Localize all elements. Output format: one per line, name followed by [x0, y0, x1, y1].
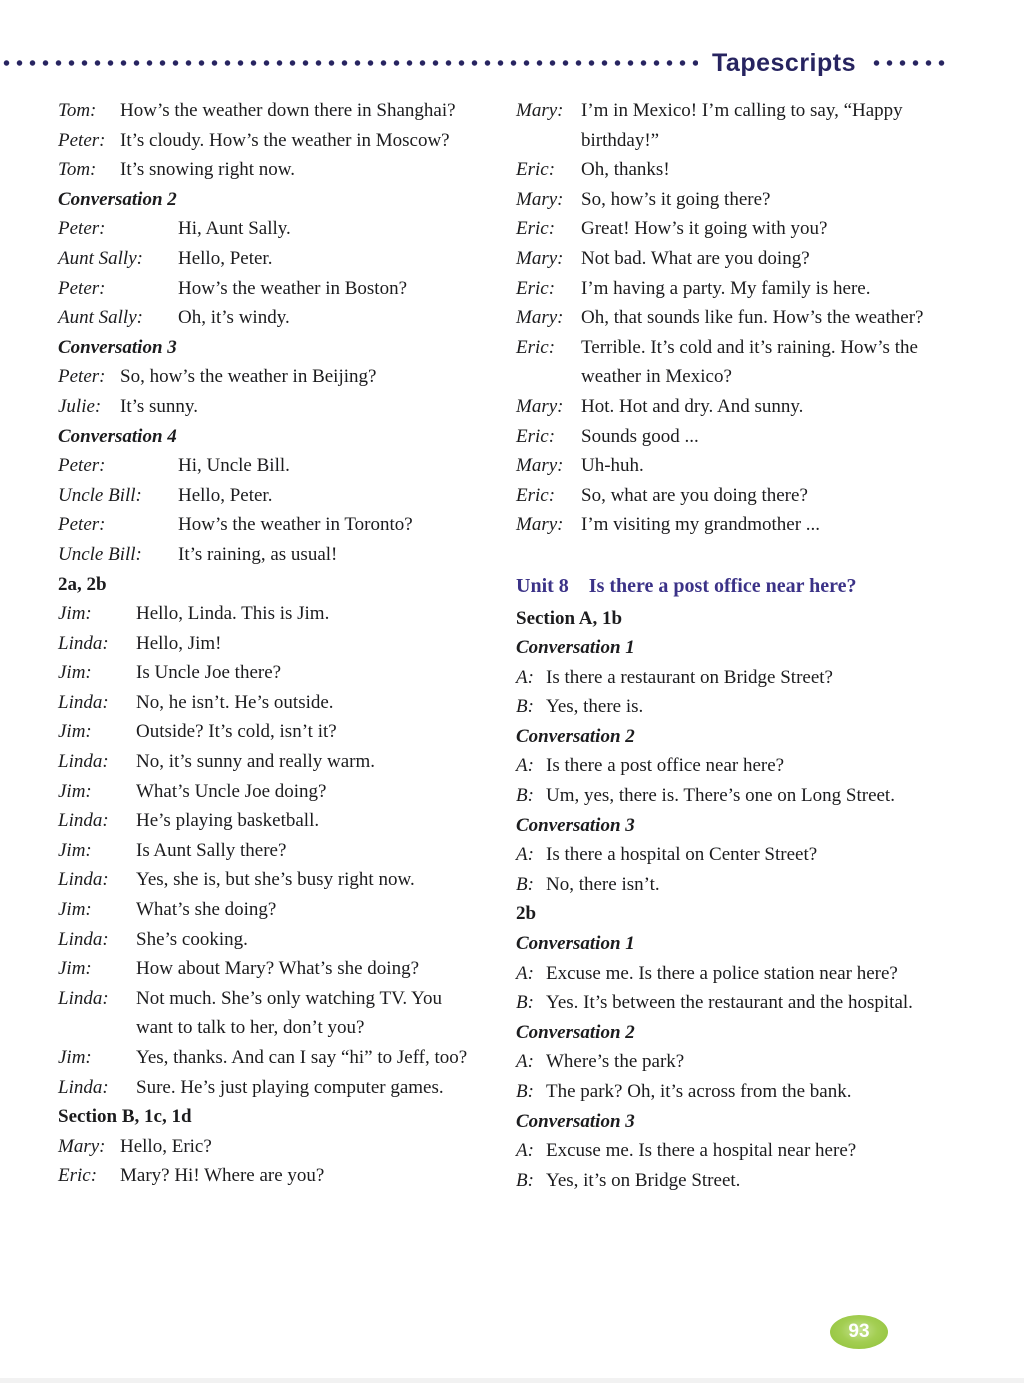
speaker-label: Jim: — [58, 899, 92, 921]
speaker-label: A: — [516, 1140, 534, 1162]
speaker-label: A: — [516, 844, 534, 866]
dialogue-line — [516, 155, 948, 185]
dialogue-line — [516, 392, 948, 422]
dialogue-line — [516, 1077, 948, 1107]
dialogue-line — [58, 510, 482, 540]
speaker-label: Tom: — [58, 159, 97, 181]
speaker-label: Eric: — [516, 277, 556, 299]
dialogue-line — [516, 244, 948, 274]
dialogue-line — [58, 954, 482, 984]
speaker-label: Jim: — [58, 603, 92, 625]
unit-title: Is there a post office near here? — [588, 574, 857, 597]
speaker-label: Tom: — [58, 100, 97, 121]
conversation-heading: Conversation 1 — [516, 637, 635, 659]
dialogue-line — [516, 988, 948, 1018]
speaker-label: Linda: — [58, 1076, 109, 1098]
dialogue-line — [516, 214, 948, 244]
speaker-label: Mary: — [516, 188, 564, 210]
section-heading: 2b — [516, 903, 537, 925]
dialogue-text: Uh-huh. — [581, 455, 644, 477]
dialogue-text: Is there a post office near here? — [546, 755, 785, 777]
speaker-label: Peter: — [58, 277, 106, 299]
speaker-label: Peter: — [58, 514, 106, 536]
speaker-label: Linda: — [58, 810, 109, 832]
dialogue-text: Um, yes, there is. There’s one on Long Street. — [546, 785, 895, 807]
speaker-label: Peter: — [58, 455, 106, 477]
scan-edge-artifact — [0, 1378, 1024, 1383]
speaker-label: Eric: — [58, 1165, 98, 1187]
dialogue-text: Hello, Jim! — [136, 632, 222, 654]
speaker-label: Aunt Sally: — [58, 307, 143, 329]
dialogue-text: Hi, Uncle Bill. — [178, 455, 290, 477]
speaker-label: B: — [516, 1081, 534, 1102]
speaker-label: Peter: — [58, 218, 106, 240]
dialogue-text: Mary? Hi! Where are you? — [120, 1165, 325, 1187]
dialogue-line — [58, 925, 482, 955]
dialogue-line — [516, 1166, 948, 1196]
conversation-heading: Conversation 2 — [516, 1021, 635, 1043]
dialogue-line — [58, 392, 482, 422]
dialogue-text: No, it’s sunny and really warm. — [136, 751, 376, 773]
section-heading: Section A, 1b — [516, 607, 623, 629]
dialogue-line — [58, 747, 482, 777]
dialogue-text: What’s she doing? — [136, 899, 277, 921]
dialogue-text: Yes. It’s between the restaurant and the hospital. — [546, 992, 913, 1014]
dialogue-text: Oh, that sounds like fun. How’s the weather? — [581, 307, 924, 329]
dialogue-text: Yes, thanks. And can I say “hi” to Jeff, too? — [136, 1047, 468, 1068]
speaker-label: Linda: — [58, 869, 109, 891]
right-column — [516, 96, 948, 1195]
dialogue-text: What’s Uncle Joe doing? — [136, 780, 327, 802]
dialogue-text: Hello, Peter. — [178, 484, 273, 506]
dialogue-text: Hello, Eric? — [120, 1135, 212, 1157]
dialogue-line — [58, 1073, 482, 1103]
conversation-heading: Conversation 1 — [516, 933, 635, 955]
dialogue-text: So, how’s the weather in Beijing? — [120, 366, 377, 388]
dotted-line-right — [870, 59, 948, 67]
speaker-label: B: — [516, 696, 534, 718]
dialogue-line — [516, 751, 948, 781]
speaker-label: Eric: — [516, 484, 556, 506]
speaker-label: Jim: — [58, 958, 92, 980]
dialogue-text: The park? Oh, it’s across from the bank. — [546, 1081, 852, 1102]
dialogue-line — [58, 629, 482, 659]
left-column — [58, 96, 482, 1195]
dialogue-text: No, there isn’t. — [546, 873, 660, 895]
dialogue-text: Not bad. What are you doing? — [581, 247, 810, 269]
speaker-label: Eric: — [516, 218, 556, 240]
speaker-label: Linda: — [58, 751, 109, 773]
speaker-label: Uncle Bill: — [58, 484, 142, 506]
dialogue-line — [58, 806, 482, 836]
speaker-label: Uncle Bill: — [58, 543, 142, 565]
dialogue-line — [58, 895, 482, 925]
speaker-label: Mary: — [58, 1135, 106, 1157]
speaker-label: Peter: — [58, 129, 106, 151]
speaker-label: Jim: — [58, 1047, 92, 1068]
dialogue-text: So, how’s it going there? — [581, 188, 771, 210]
page-title: Tapescripts — [712, 48, 856, 77]
dialogue-line — [516, 840, 948, 870]
dialogue-line — [58, 658, 482, 688]
speaker-label: Peter: — [58, 366, 106, 388]
dialogue-text: Is there a restaurant on Bridge Street? — [546, 666, 833, 688]
dialogue-text: Excuse me. Is there a hospital near here? — [546, 1140, 857, 1162]
dialogue-line — [516, 96, 948, 155]
dialogue-text: Is Uncle Joe there? — [136, 662, 282, 684]
speaker-label: B: — [516, 785, 534, 807]
dialogue-text: Hello, Linda. This is Jim. — [136, 603, 330, 625]
dialogue-text: Terrible. It’s cold and it’s raining. How’s the weather in Mexico? — [581, 336, 918, 388]
speaker-label: Eric: — [516, 425, 556, 447]
conversation-heading: Conversation 3 — [58, 336, 177, 358]
dialogue-text: It’s raining, as usual! — [178, 543, 338, 565]
unit-heading — [516, 570, 948, 604]
section-heading: 2a, 2b — [58, 573, 107, 595]
dialogue-line — [516, 481, 948, 511]
dialogue-text: I’m having a party. My family is here. — [581, 277, 871, 299]
dialogue-line — [516, 510, 948, 540]
dialogue-line — [516, 692, 948, 722]
page-header — [0, 0, 1024, 80]
speaker-label: Jim: — [58, 721, 92, 743]
dialogue-line — [58, 481, 482, 511]
speaker-label: Mary: — [516, 395, 564, 417]
dialogue-line — [58, 1132, 482, 1162]
dialogue-line — [516, 1136, 948, 1166]
dialogue-text: Hot. Hot and dry. And sunny. — [581, 395, 804, 417]
speaker-label: Mary: — [516, 455, 564, 477]
dialogue-text: Oh, thanks! — [581, 159, 670, 181]
dialogue-text: Where’s the park? — [546, 1051, 685, 1073]
speaker-label: Mary: — [516, 514, 564, 536]
dialogue-line — [516, 451, 948, 481]
dialogue-text: I’m in Mexico! I’m calling to say, “Happy birthday!” — [581, 100, 903, 151]
dialogue-line — [58, 274, 482, 304]
dialogue-text: I’m visiting my grandmother ... — [581, 514, 821, 536]
conversation-heading: Conversation 3 — [516, 814, 635, 836]
dialogue-line — [516, 870, 948, 900]
dialogue-line — [58, 984, 482, 1043]
speaker-label: Jim: — [58, 662, 92, 684]
dialogue-line — [58, 836, 482, 866]
dialogue-text: Yes, there is. — [546, 696, 644, 718]
dialogue-text: Outside? It’s cold, isn’t it? — [136, 721, 337, 743]
dialogue-line — [58, 599, 482, 629]
dialogue-line — [58, 303, 482, 333]
dialogue-line — [58, 362, 482, 392]
speaker-label: Julie: — [58, 395, 102, 417]
speaker-label: A: — [516, 962, 534, 984]
speaker-label: Mary: — [516, 100, 564, 121]
dialogue-line — [58, 1043, 482, 1073]
dialogue-text: Sure. He’s just playing computer games. — [136, 1076, 444, 1098]
conversation-heading: Conversation 3 — [516, 1110, 635, 1132]
speaker-label: Linda: — [58, 632, 109, 654]
dialogue-line — [516, 422, 948, 452]
speaker-label: A: — [516, 1051, 534, 1073]
dialogue-text: Hello, Peter. — [178, 247, 273, 269]
dialogue-text: How’s the weather down there in Shanghai? — [120, 100, 456, 121]
speaker-label: Mary: — [516, 307, 564, 329]
conversation-heading: Conversation 2 — [58, 188, 177, 210]
dialogue-line — [516, 274, 948, 304]
dialogue-text: It’s snowing right now. — [120, 159, 296, 181]
dialogue-text: Yes, it’s on Bridge Street. — [546, 1169, 741, 1191]
speaker-label: Jim: — [58, 839, 92, 861]
dialogue-line — [58, 214, 482, 244]
speaker-label: B: — [516, 1169, 534, 1191]
dialogue-text: How’s the weather in Toronto? — [178, 514, 413, 536]
dotted-line-left — [0, 59, 698, 67]
dialogue-line — [516, 663, 948, 693]
speaker-label: Linda: — [58, 987, 109, 1009]
dialogue-line — [58, 96, 482, 126]
content-columns — [58, 96, 1024, 1195]
dialogue-text: It’s sunny. — [120, 395, 198, 417]
dialogue-line — [516, 333, 948, 392]
speaker-label: Aunt Sally: — [58, 247, 143, 269]
dialogue-line — [58, 1161, 482, 1191]
dialogue-line — [516, 185, 948, 215]
dialogue-text: It’s cloudy. How’s the weather in Moscow? — [120, 129, 450, 151]
dialogue-line — [58, 451, 482, 481]
dialogue-text: She’s cooking. — [136, 928, 248, 950]
dialogue-text: Is there a hospital on Center Street? — [546, 844, 818, 866]
dialogue-line — [58, 540, 482, 570]
spacer — [516, 540, 948, 570]
dialogue-text: Not much. She’s only watching TV. You want to talk to her, don’t you? — [136, 987, 442, 1039]
speaker-label: A: — [516, 666, 534, 688]
speaker-label: B: — [516, 873, 534, 895]
speaker-label: Linda: — [58, 691, 109, 713]
dialogue-line — [58, 688, 482, 718]
page-number-badge — [830, 1315, 888, 1349]
speaker-label: B: — [516, 992, 534, 1014]
speaker-label: Linda: — [58, 928, 109, 950]
dialogue-text: How about Mary? What’s she doing? — [136, 958, 420, 980]
dialogue-text: Is Aunt Sally there? — [136, 839, 287, 861]
speaker-label: A: — [516, 755, 534, 777]
dialogue-line — [58, 777, 482, 807]
speaker-label: Eric: — [516, 159, 556, 181]
dialogue-text: Great! How’s it going with you? — [581, 218, 828, 240]
dialogue-text: Sounds good ... — [581, 425, 699, 447]
dialogue-text: He’s playing basketball. — [136, 810, 320, 832]
dialogue-text: Hi, Aunt Sally. — [178, 218, 291, 240]
dialogue-line — [58, 155, 482, 185]
dialogue-line — [58, 244, 482, 274]
unit-number: Unit 8 — [516, 574, 569, 597]
dialogue-text: How’s the weather in Boston? — [178, 277, 408, 299]
dialogue-line — [58, 717, 482, 747]
dialogue-text: No, he isn’t. He’s outside. — [136, 691, 334, 713]
section-heading: Section B, 1c, 1d — [58, 1106, 192, 1128]
speaker-label: Mary: — [516, 247, 564, 269]
dialogue-text: Excuse me. Is there a police station near here? — [546, 962, 898, 984]
page-number: 93 — [848, 1321, 870, 1342]
dialogue-text: Yes, she is, but she’s busy right now. — [136, 869, 415, 891]
conversation-heading: Conversation 2 — [516, 725, 635, 747]
speaker-label: Eric: — [516, 336, 556, 358]
speaker-label: Jim: — [58, 780, 92, 802]
dialogue-line — [516, 303, 948, 333]
dialogue-line — [516, 959, 948, 989]
dialogue-text: So, what are you doing there? — [581, 484, 808, 506]
dialogue-text: Oh, it’s windy. — [178, 307, 290, 329]
conversation-heading: Conversation 4 — [58, 425, 177, 447]
dialogue-line — [58, 865, 482, 895]
dialogue-line — [516, 781, 948, 811]
dialogue-line — [58, 126, 482, 156]
dialogue-line — [516, 1047, 948, 1077]
